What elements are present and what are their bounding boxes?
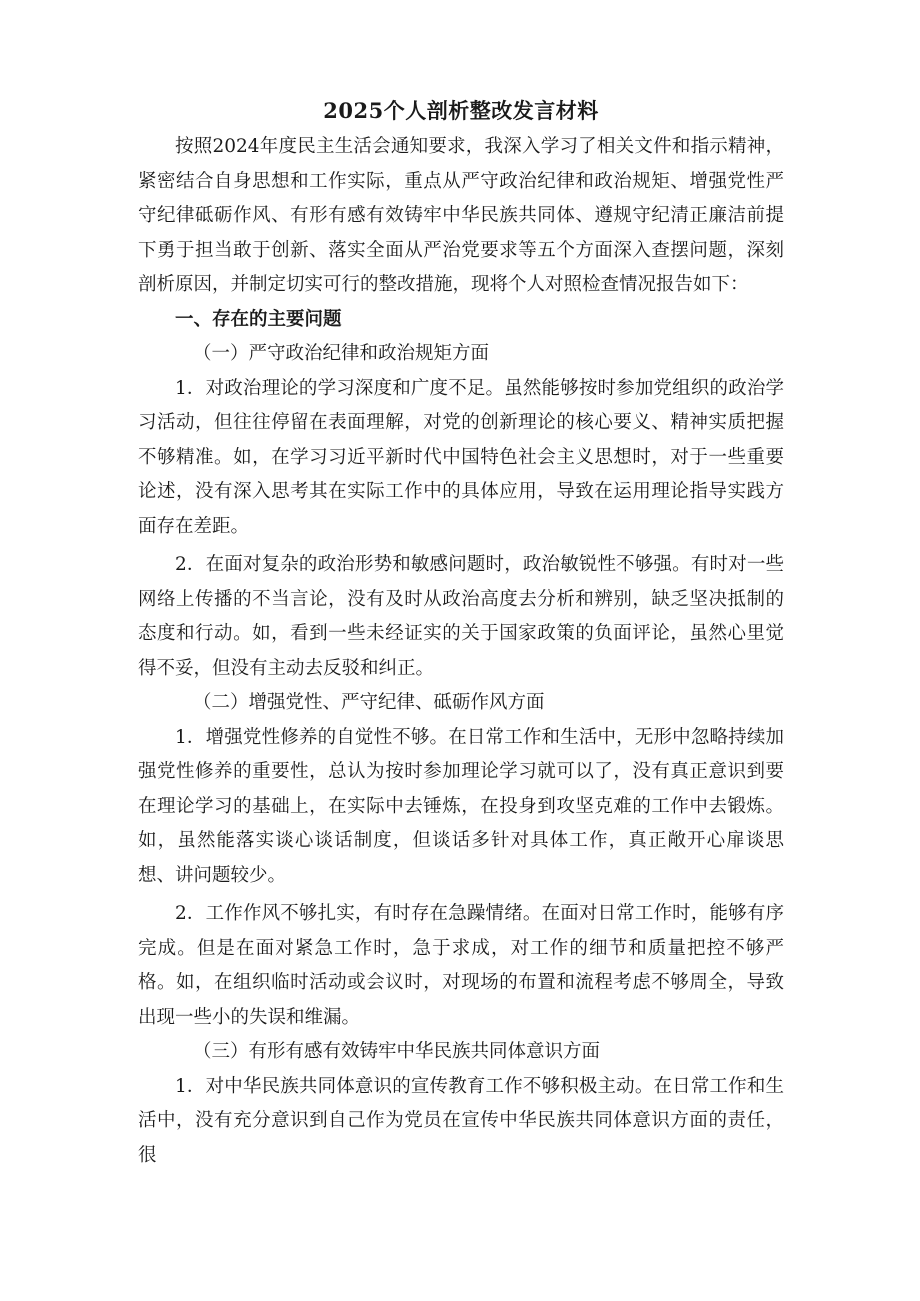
- subsection-title-national-community: （三）有形有感有效铸牢中华民族共同体意识方面: [193, 1041, 601, 1062]
- paragraph-2-1: 1．增强党性修养的自觉性不够。在日常工作和生活中，无形中忽略持续加强党性修养的重要性，总认为按时参加理论学习就可以了，没有真正意识到要在理论学习的基础上，在实际中去锤炼，在投身到攻坚克难的工作中去锻炼。如，虽然能落实谈心谈话制度，但谈话多针对具体工作，真正敞开心扉谈思想、讲问题较少。: [138, 726, 784, 886]
- subsection-title-political-discipline: （一）严守政治纪律和政治规矩方面: [193, 343, 490, 364]
- paragraph-3-1: 1．对中华民族共同体意识的宣传教育工作不够积极主动。在日常工作和生活中，没有充分意识到自己作为党员在宣传中华民族共同体意识方面的责任，很: [138, 1075, 784, 1166]
- document-title: 2025个人剖析整改发言材料: [323, 98, 599, 123]
- section-heading-main-problems: 一、存在的主要问题: [175, 308, 342, 330]
- intro-paragraph: 按照2024年度民主生活会通知要求，我深入学习了相关文件和指示精神，紧密结合自身思想和工作实际，重点从严守政治纪律和政治规矩、增强党性严守纪律砥砺作风、有形有感有效铸牢中华民族共同体、遵规守纪清正廉洁前提下勇于担当敢于创新、落实全面从严治党要求等五个方面深入查摆问题，深刻剖析原因，并制定切实可行的整改措施，现将个人对照检查情况报告如下：: [138, 136, 784, 295]
- paragraph-2-2: 2．工作作风不够扎实，有时存在急躁情绪。在面对日常工作时，能够有序完成。但是在面对紧急工作时，急于求成，对工作的细节和质量把控不够严格。如，在组织临时活动或会议时，对现场的布置和流程考虑不够周全，导致出现一些小的失误和维漏。: [138, 903, 784, 1028]
- paragraph-1-2: 2．在面对复杂的政治形势和敏感问题时，政治敏锐性不够强。有时对一些网络上传播的不当言论，没有及时从政治高度去分析和辨别，缺乏坚决抵制的态度和行动。如，看到一些未经证实的关于国家政策的负面评论，虽然心里觉得不妥，但没有主动去反驳和纠正。: [138, 554, 784, 679]
- document-page: [138, 96, 784, 1173]
- paragraph-1-1: 1．对政治理论的学习深度和广度不足。虽然能够按时参加党组织的政治学习活动，但往往停留在表面理解，对党的创新理论的核心要义、精神实质把握不够精准。如，在学习习近平新时代中国特色社会主义思想时，对于一些重要论述，没有深入思考其在实际工作中的具体应用，导致在运用理论指导实践方面存在差距。: [138, 377, 784, 537]
- subsection-title-party-spirit: （二）增强党性、严守纪律、砥砺作风方面: [193, 692, 545, 713]
